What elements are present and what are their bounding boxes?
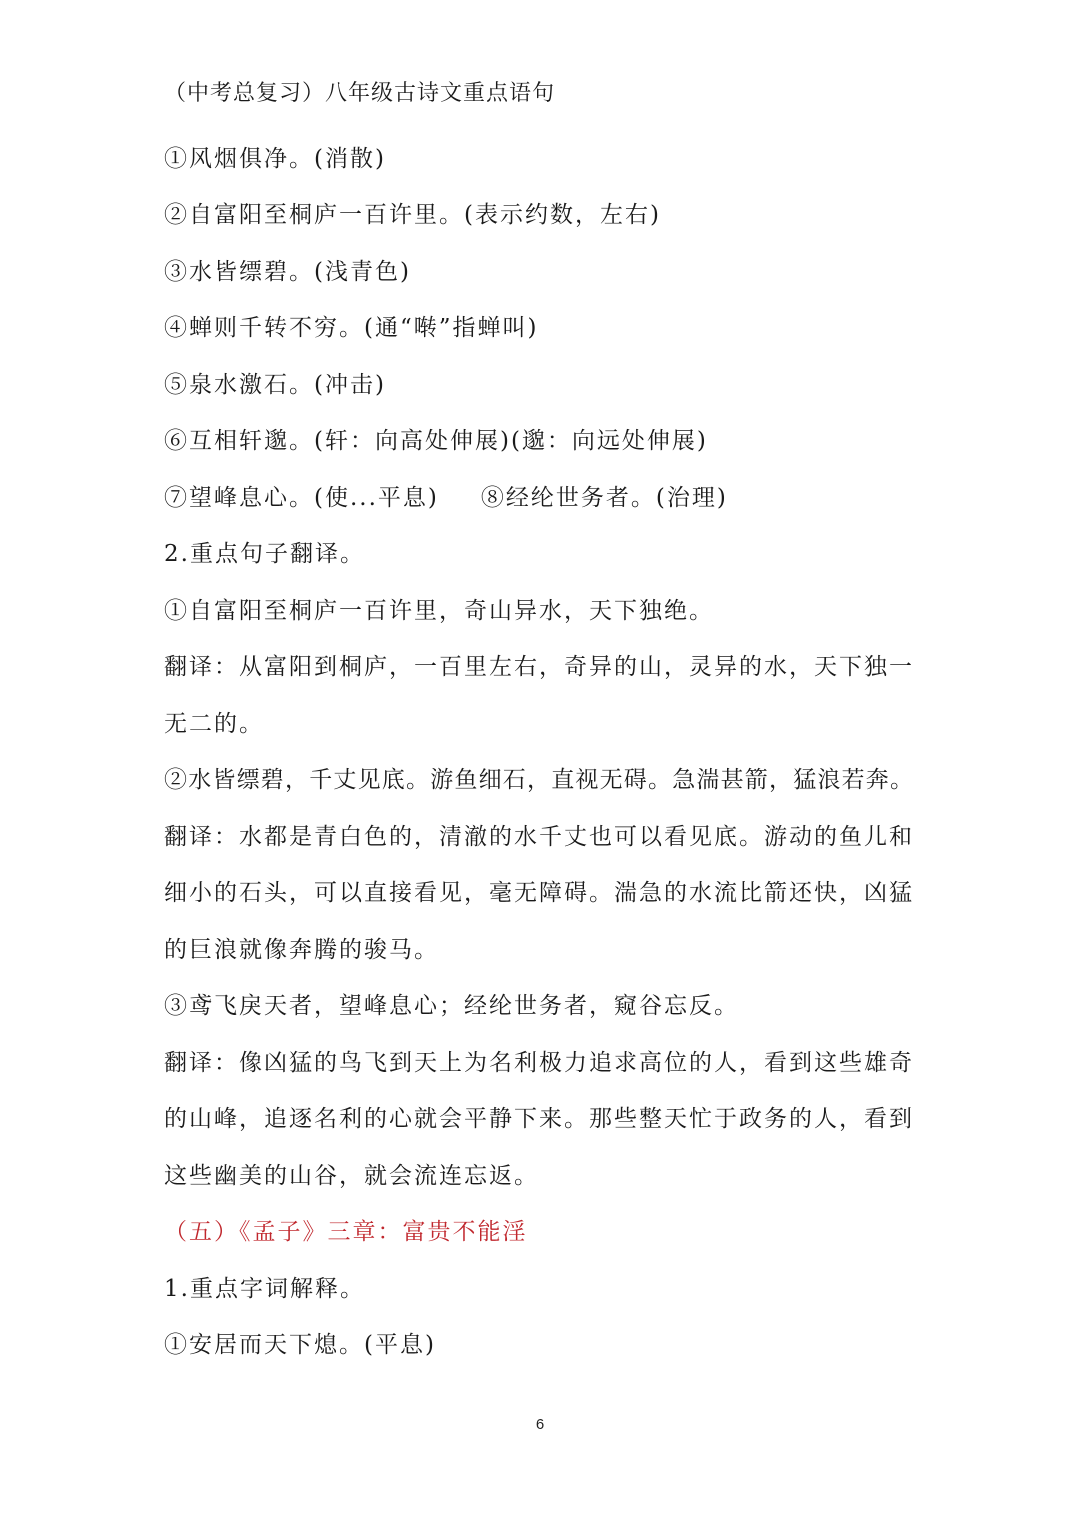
word-item: ⑥互相轩邈。(轩：向高处伸展)(邈：向远处伸展) — [164, 428, 708, 454]
word-item: ⑧经纶世务者。(治理) — [480, 485, 728, 511]
translation-heading: 2.重点句子翻译。 — [164, 541, 365, 567]
translation-line: 的山峰，追逐名利的心就会平静下来。那些整天忙于政务的人，看到 — [164, 1106, 914, 1132]
word-item: ②自富阳至桐庐一百许里。(表示约数，左右) — [164, 202, 661, 228]
translation-line: 的巨浪就像奔腾的骏马。 — [164, 937, 439, 963]
translation-line: 翻译：水都是青白色的，清澈的水千丈也可以看见底。游动的鱼儿和 — [164, 824, 914, 850]
translation-line: 这些幽美的山谷，就会流连忘返。 — [164, 1163, 539, 1189]
page-number: 6 — [535, 1416, 545, 1433]
word-item: ①安居而天下熄。(平息) — [164, 1332, 436, 1358]
word-item: ⑦望峰息心。(使...平息) — [164, 485, 439, 511]
word-item: ④蝉则千转不穷。(通“啭”指蝉叫) — [164, 315, 539, 341]
sentence: ①自富阳至桐庐一百许里，奇山异水，天下独绝。 — [164, 598, 714, 624]
translation-line: 翻译：从富阳到桐庐，一百里左右，奇异的山，灵异的水，天下独一 — [164, 654, 914, 680]
word-item-pair — [164, 482, 728, 514]
translation-line: 细小的石头，可以直接看见，毫无障碍。湍急的水流比箭还快，凶猛 — [164, 880, 914, 906]
section-heading: （五）《孟子》三章：富贵不能淫 — [164, 1219, 528, 1245]
translation-line: 无二的。 — [164, 711, 264, 737]
word-item: ③水皆缥碧。(浅青色) — [164, 259, 411, 285]
sentence: ③鸢飞戾天者，望峰息心；经纶世务者，窥谷忘反。 — [164, 993, 739, 1019]
translation-line: 翻译：像凶猛的鸟飞到天上为名利极力追求高位的人，看到这些雄奇 — [164, 1050, 914, 1076]
sentence: ②水皆缥碧，千丈见底。游鱼细石，直视无碍。急湍甚箭，猛浪若奔。 — [164, 767, 915, 793]
word-item: ①风烟俱净。(消散) — [164, 146, 386, 172]
word-item: ⑤泉水激石。(冲击) — [164, 372, 386, 398]
words-heading: 1.重点字词解释。 — [164, 1276, 365, 1302]
document-title: （中考总复习）八年级古诗文重点语句 — [164, 81, 556, 106]
